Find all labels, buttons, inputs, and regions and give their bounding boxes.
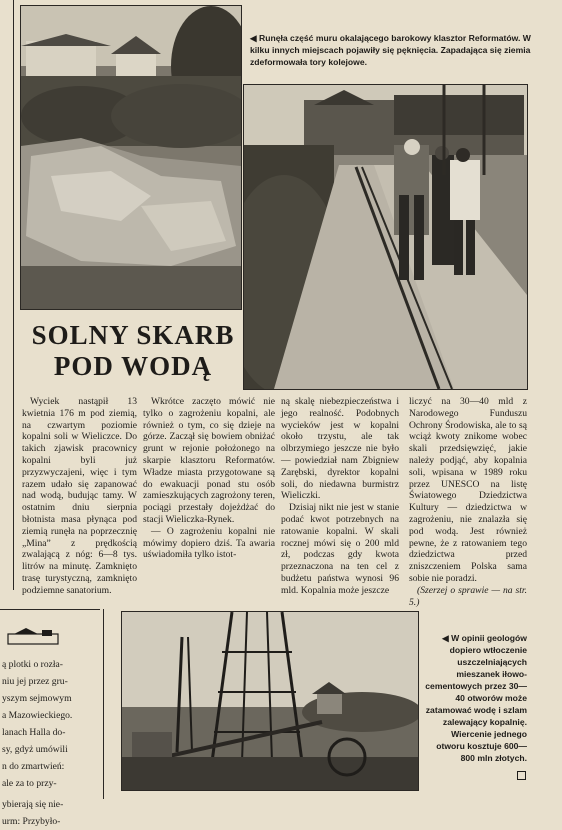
photo-drilling-rig-image — [122, 612, 418, 790]
fragment-logo-icon — [6, 626, 62, 648]
end-mark-icon — [517, 771, 526, 780]
article-title — [22, 320, 244, 382]
fragment-line: a Mazowieckiego. — [2, 710, 73, 721]
fragment-line: sy, gdyż umówili — [2, 744, 68, 755]
fragment-line: ale za to przy- — [2, 778, 57, 789]
fragment-line: n do zmartwień: — [2, 761, 65, 772]
caption-bottom: ◀ W opinii geologów dopiero wtłoczenie uszczelniających mieszanek iłowo-cementowych przez 30—40 otworów może zatamować wodę i szlam zalewający kopalnię. Wiercenie jednego otworu kosztuje 600—800 mln złotych. — [425, 633, 527, 763]
fragment-line: urm: Przybyło- — [2, 816, 61, 827]
fragment-line: niu jej przez gru- — [2, 676, 68, 687]
column-2-text-b: — O zagrożeniu kopalni nie mówimy dopiero dziś. Ta awaria uświadomiła tylko istot- — [143, 525, 275, 561]
column-1-text: Wyciek nastąpił 13 kwietnia 176 m pod ziemią, na czwartym poziomie kopalni soli w Wieliczce. Do takich zjawisk pracownicy kopalni byli już przyzwyczajeni, więc i tym razem udało się zapanować nad wodą, budując tamy. W ostatnim dniu sierpnia błotnista masa płynąca pod ziemią runęła na poprzecznię „Mina” z prędkością zwalającą z nóg: 6—8 tys. litrów na minutę. Zamknięto trasę turystyczną, zamknięto podziemne sanatorium. — [22, 396, 137, 596]
photo-rail-tracks-image — [244, 85, 527, 389]
column-4-signoff: (Szerzej o sprawie — na str. 5.) — [409, 584, 527, 608]
column-2-text: Wkrótce zaczęto mówić nie tylko o zagrożeniu kopalni, ale również o tym, co się dzieje na górze. Zaczął się bowiem obniżać grunt w rejonie położonego na skarpie klasztoru Reformatów. Władze miasta przygotowane są do ewakuacji ponad stu osób zamieszkujących zagrożony teren, pociągi przestały dojeżdżać do stacji Wieliczka-Rynek. — [143, 396, 275, 525]
left-column-rule — [13, 0, 14, 590]
photo-rail-tracks — [243, 84, 528, 390]
column-3-text-b: Dzisiaj nikt nie jest w stanie podać kwot potrzebnych na ratowanie kopalni. W skali rocznej mówi się o 200 mld zł, podczas gdy kwota przeznaczona na ten cel z budżetu państwa wynosi 96 mld. Kopalnia może jeszcze — [281, 502, 399, 596]
photo-drilling-rig — [121, 611, 419, 791]
fragment-line: ybierają się nie- — [2, 799, 64, 810]
photo-collapsed-wall-image — [21, 6, 241, 309]
article-column-1 — [22, 396, 137, 597]
photo-collapsed-wall — [20, 5, 242, 310]
column-4-text: liczyć na 30—40 mld z Narodowego Funduszu Ochrony Środowiska, ale to są wciąż kwoty znikome wobec skali przedsięwzięć, jakie należy podjąć, aby kopalnia soli, wpisana w 1989 roku przez UNESCO na listę Światowego Dziedzictwa Kultury — dziedzictwa w zagrożeniu, nie znalazła się pod wodą. Jest również pewne, że z ratowaniem tego dziedzictwa przed zniszczeniem Polska sama sobie nie poradzi. — [409, 396, 527, 584]
fragment-line: ą plotki o rozła- — [2, 659, 64, 670]
article-column-4 — [409, 396, 527, 608]
article-column-2 — [143, 396, 275, 561]
article-column-3 — [281, 396, 399, 597]
title-line-1: SOLNY SKARB — [31, 320, 235, 350]
left-fragment-text — [2, 656, 102, 830]
fragment-line: lanach Halla do- — [2, 727, 66, 738]
title-line-2: POD WODĄ — [53, 351, 213, 381]
fragment-rule-right — [103, 609, 104, 799]
caption-top: ◀ Runęła część muru okalającego barokowy klasztor Reformatów. W kilku innych miejscach pojawiły się pęknięcia. Zapadająca się ziemia zdeformowała tory kolejowe. — [250, 33, 531, 67]
fragment-line: yszym sejmowym — [2, 693, 72, 704]
column-3-text: ną skalę niebezpieczeństwa i jego realność. Podobnych wycieków jest w kopalni około trzystu, ale tak olbrzymiego jeszcze nie było — powiedział nam Zbigniew Zarębski, dyrektor kopalni soli, do niedawna burmistrz Wieliczki. — [281, 396, 399, 502]
fragment-rule-top — [0, 609, 100, 610]
